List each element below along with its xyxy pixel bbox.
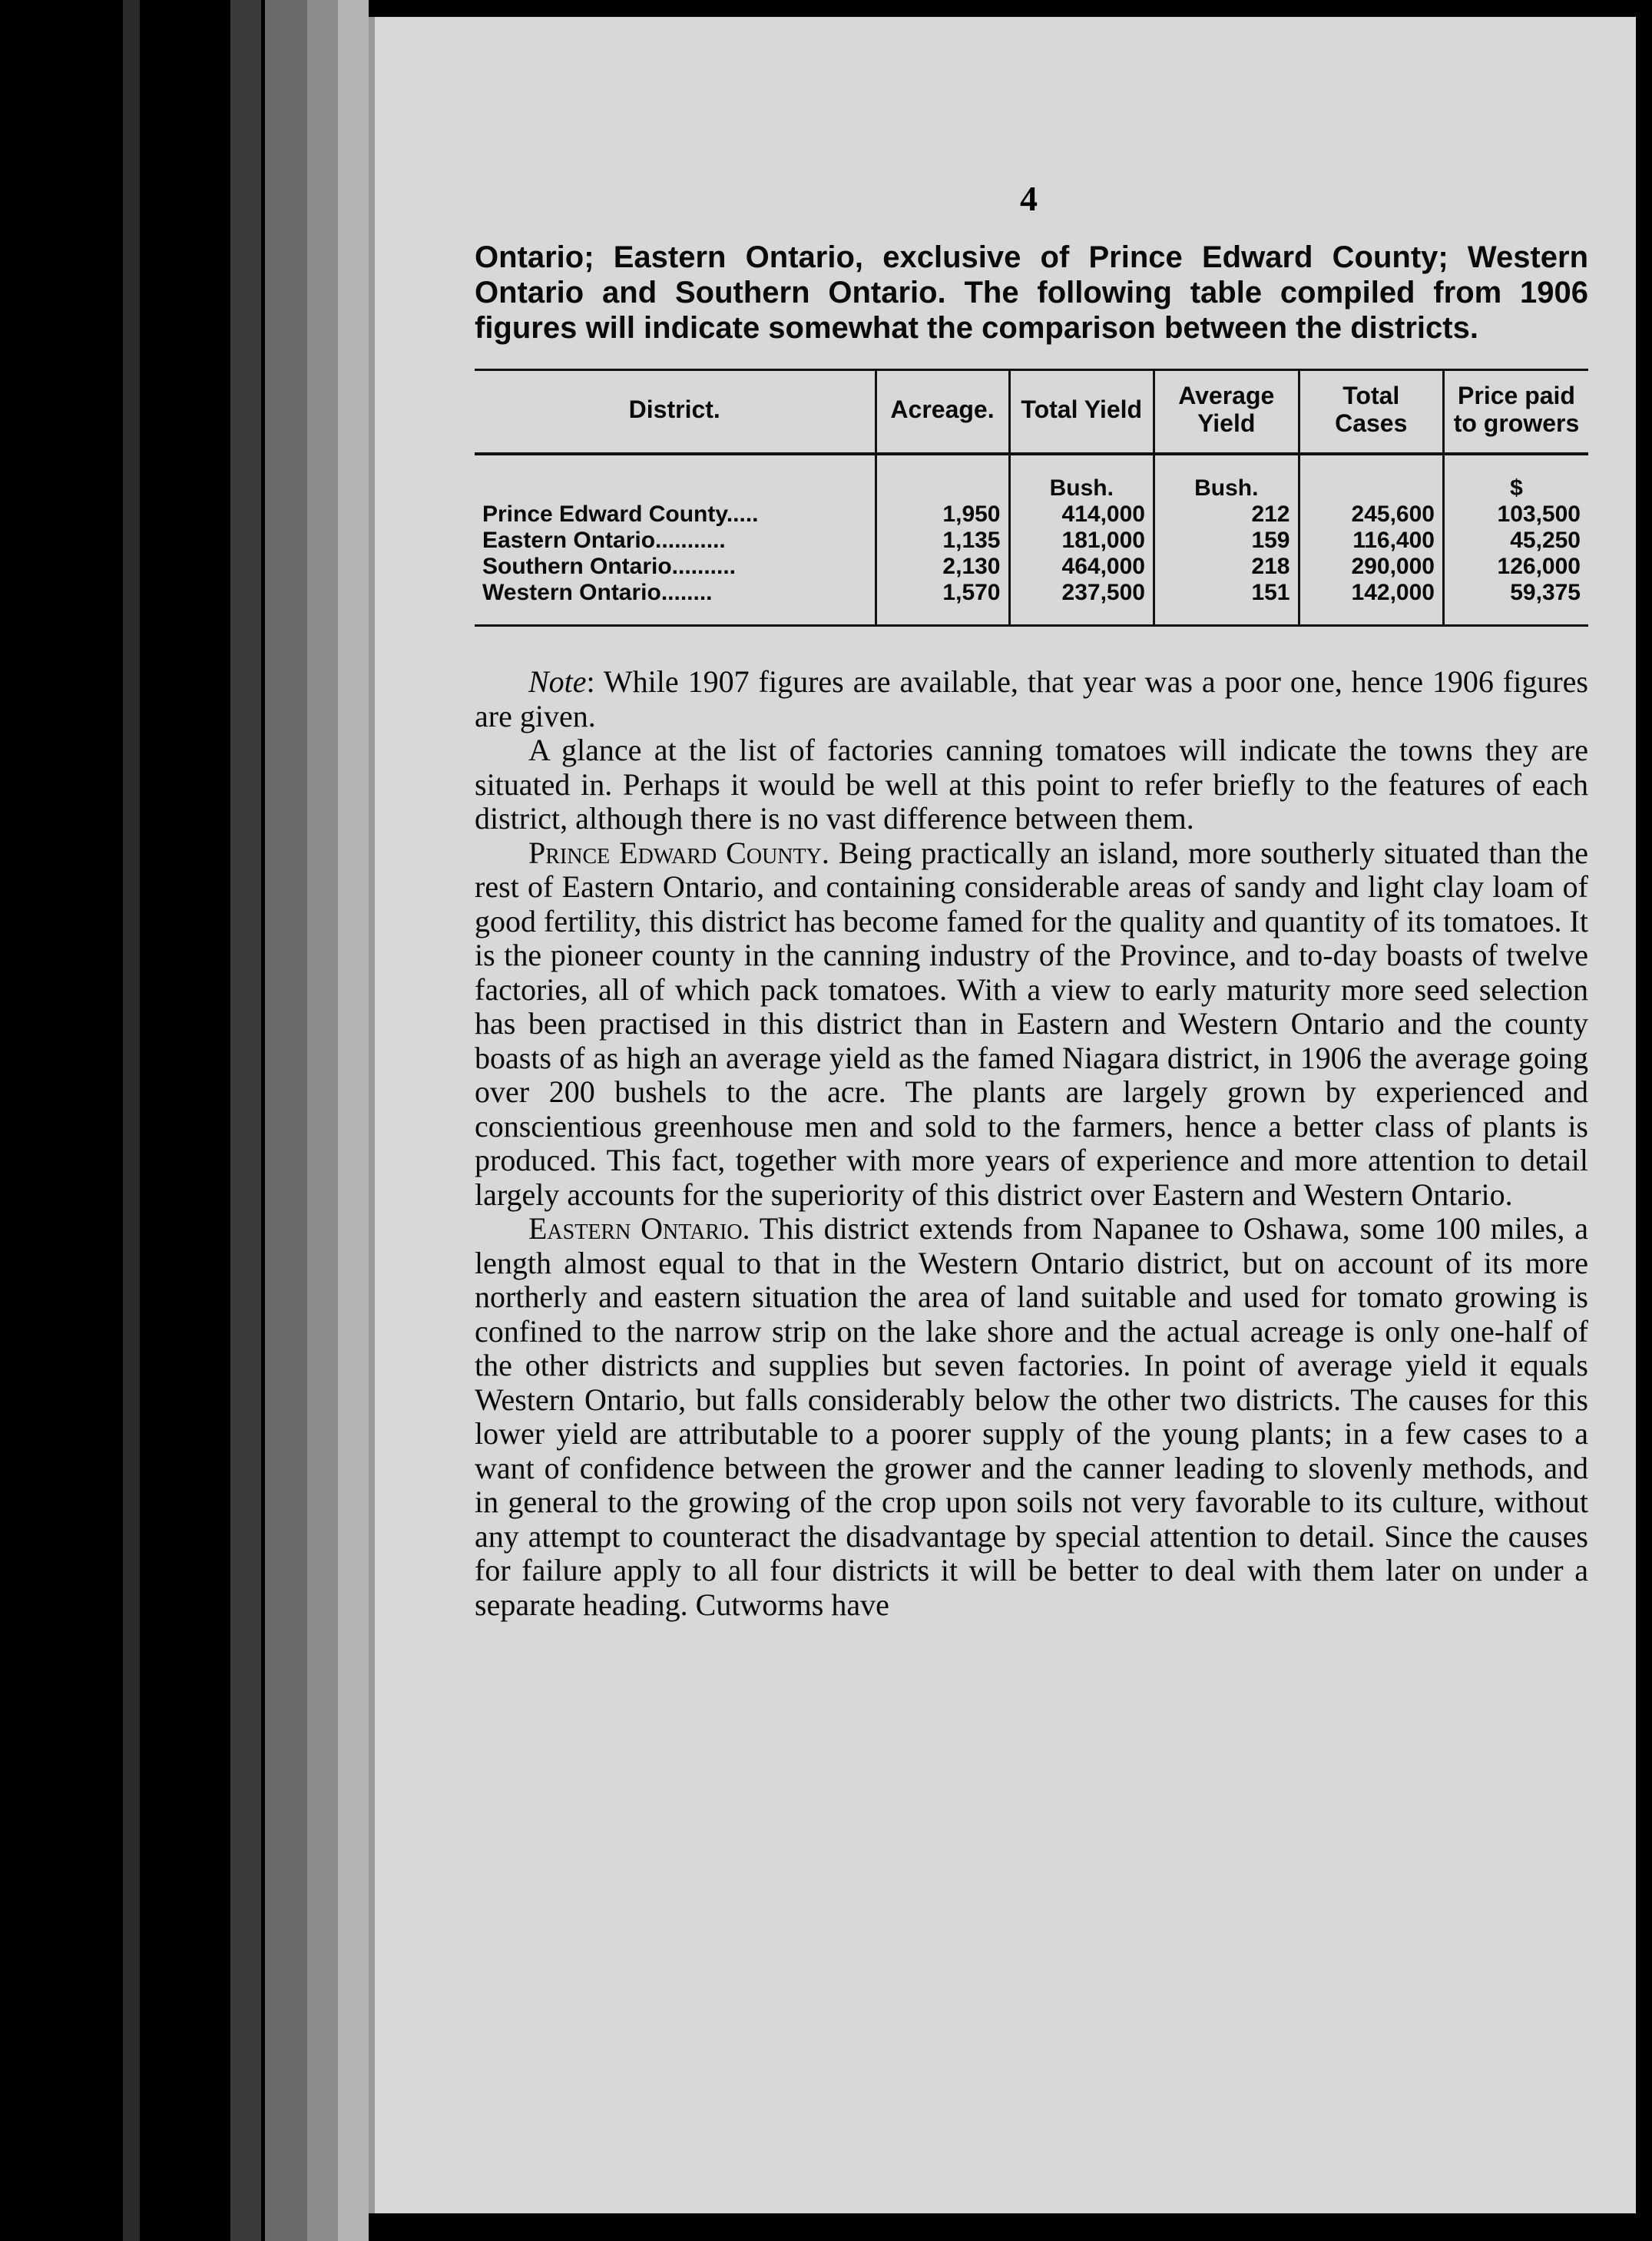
unit-price: $ — [1444, 454, 1589, 501]
cell-price: 45,250 — [1444, 528, 1589, 554]
header-average-yield: Average Yield — [1154, 370, 1299, 455]
cell-acreage: 1,135 — [876, 528, 1009, 554]
eastern-ontario-heading: Eastern Ontario. — [528, 1211, 750, 1246]
prince-edward-heading: Prince Edward County. — [528, 835, 829, 870]
cell-price: 103,500 — [1444, 501, 1589, 528]
cell-acreage: 1,570 — [876, 580, 1009, 626]
binding-strip — [265, 0, 307, 2241]
header-acreage: Acreage. — [876, 370, 1009, 455]
table-row — [475, 554, 1588, 580]
header-total-yield: Total Yield — [1009, 370, 1154, 455]
unit-total-yield: Bush. — [1009, 454, 1154, 501]
eastern-ontario-paragraph — [475, 1212, 1588, 1622]
page-number: 4 — [1020, 179, 1038, 218]
glance-paragraph: A glance at the list of factories canning tomatoes will indicate the towns they are situated in. Perhaps it would be well at this point to refer briefly to the features of each district, although there is no vast difference between them. — [475, 733, 1588, 836]
table-row — [475, 580, 1588, 626]
page-content — [475, 170, 1588, 1622]
table-row — [475, 528, 1588, 554]
header-district: District. — [475, 370, 876, 455]
prince-edward-text: Being practically an island, more southerly situated than the rest of Eastern Ontario, and containing considerable areas of sandy and light clay loam of good fertility, this district has become famed for the quality and quantity of its tomatoes. It is the pioneer county in the canning industry of the Province, and to-day boasts of twelve factories, all of which pack tomatoes. With a view to early maturity more seed selection has been practised in this district than in Eastern and Western Ontario and the county boasts of as high an average yield as the famed Niagara district, in 1906 the average going over 200 bushels to the acre. The plants are largely grown by experienced and conscientious greenhouse men and sold to the farmers, hence a better class of plants is produced. This fact, together with more years of experience and more attention to detail largely accounts for the superiority of this district over Eastern and Western Ontario. — [475, 835, 1588, 1212]
intro-paragraph: Ontario; Eastern Ontario, exclusive of Prince Edward County; Western Ontario and Southern Ontario. The following table compiled from 1906 figures will indicate somewhat the comparison between the districts. — [475, 240, 1588, 345]
cell-district: Eastern Ontario........... — [482, 528, 726, 553]
book-binding — [0, 0, 369, 2241]
cell-total-yield: 464,000 — [1009, 554, 1154, 580]
cell-total-cases: 116,400 — [1299, 528, 1444, 554]
cell-total-cases: 290,000 — [1299, 554, 1444, 580]
binding-strip — [230, 0, 261, 2241]
binding-strip — [123, 0, 140, 2241]
cell-average-yield: 212 — [1154, 501, 1299, 528]
body-text — [475, 665, 1588, 1622]
cell-price: 59,375 — [1444, 580, 1589, 626]
cell-district: Prince Edward County..... — [482, 501, 759, 527]
cell-district: Southern Ontario.......... — [482, 554, 737, 579]
header-total-cases: Total Cases — [1299, 370, 1444, 455]
cell-average-yield: 218 — [1154, 554, 1299, 580]
cell-total-cases: 142,000 — [1299, 580, 1444, 626]
note-text: : While 1907 figures are available, that year was a poor one, hence 1906 figures are given. — [475, 664, 1588, 733]
eastern-ontario-text: This district extends from Napanee to Oshawa, some 100 miles, a length almost equal to that in the Western Ontario district, but on account of its more northerly and eastern situation the area of land suitable and used for tomato growing is confined to the narrow strip on the lake shore and the actual acreage is only one-half of the other districts and supplies but seven factories. In point of average yield it equals Western Ontario, but falls considerably below the other two districts. The causes for this lower yield are attributable to a poorer supply of the young plants; in a few cases to a want of confidence between the grower and the canner leading to slovenly methods, and in general to the growing of the crop upon soils not very favorable to its culture, without any attempt to counteract the disadvantage by special attention to detail. Since the causes for failure apply to all four districts it will be better to deal with them later on under a separate heading. Cutworms have — [475, 1211, 1588, 1622]
cell-total-yield: 181,000 — [1009, 528, 1154, 554]
binding-strip — [338, 0, 369, 2241]
table-header-row — [475, 370, 1588, 455]
note-label: Note — [528, 664, 587, 699]
cell-total-cases: 245,600 — [1299, 501, 1444, 528]
table-row — [475, 501, 1588, 528]
cell-district: Western Ontario........ — [482, 580, 713, 605]
header-price: Price paid to growers — [1444, 370, 1589, 455]
unit-average-yield: Bush. — [1154, 454, 1299, 501]
scanned-page — [369, 17, 1636, 2213]
cell-total-yield: 414,000 — [1009, 501, 1154, 528]
note-paragraph — [475, 665, 1588, 733]
binding-strip — [307, 0, 338, 2241]
prince-edward-paragraph — [475, 836, 1588, 1213]
cell-acreage: 2,130 — [876, 554, 1009, 580]
cell-average-yield: 151 — [1154, 580, 1299, 626]
table-units-row — [475, 454, 1588, 501]
cell-price: 126,000 — [1444, 554, 1589, 580]
cell-acreage: 1,950 — [876, 501, 1009, 528]
cell-average-yield: 159 — [1154, 528, 1299, 554]
cell-total-yield: 237,500 — [1009, 580, 1154, 626]
district-comparison-table — [475, 369, 1588, 627]
